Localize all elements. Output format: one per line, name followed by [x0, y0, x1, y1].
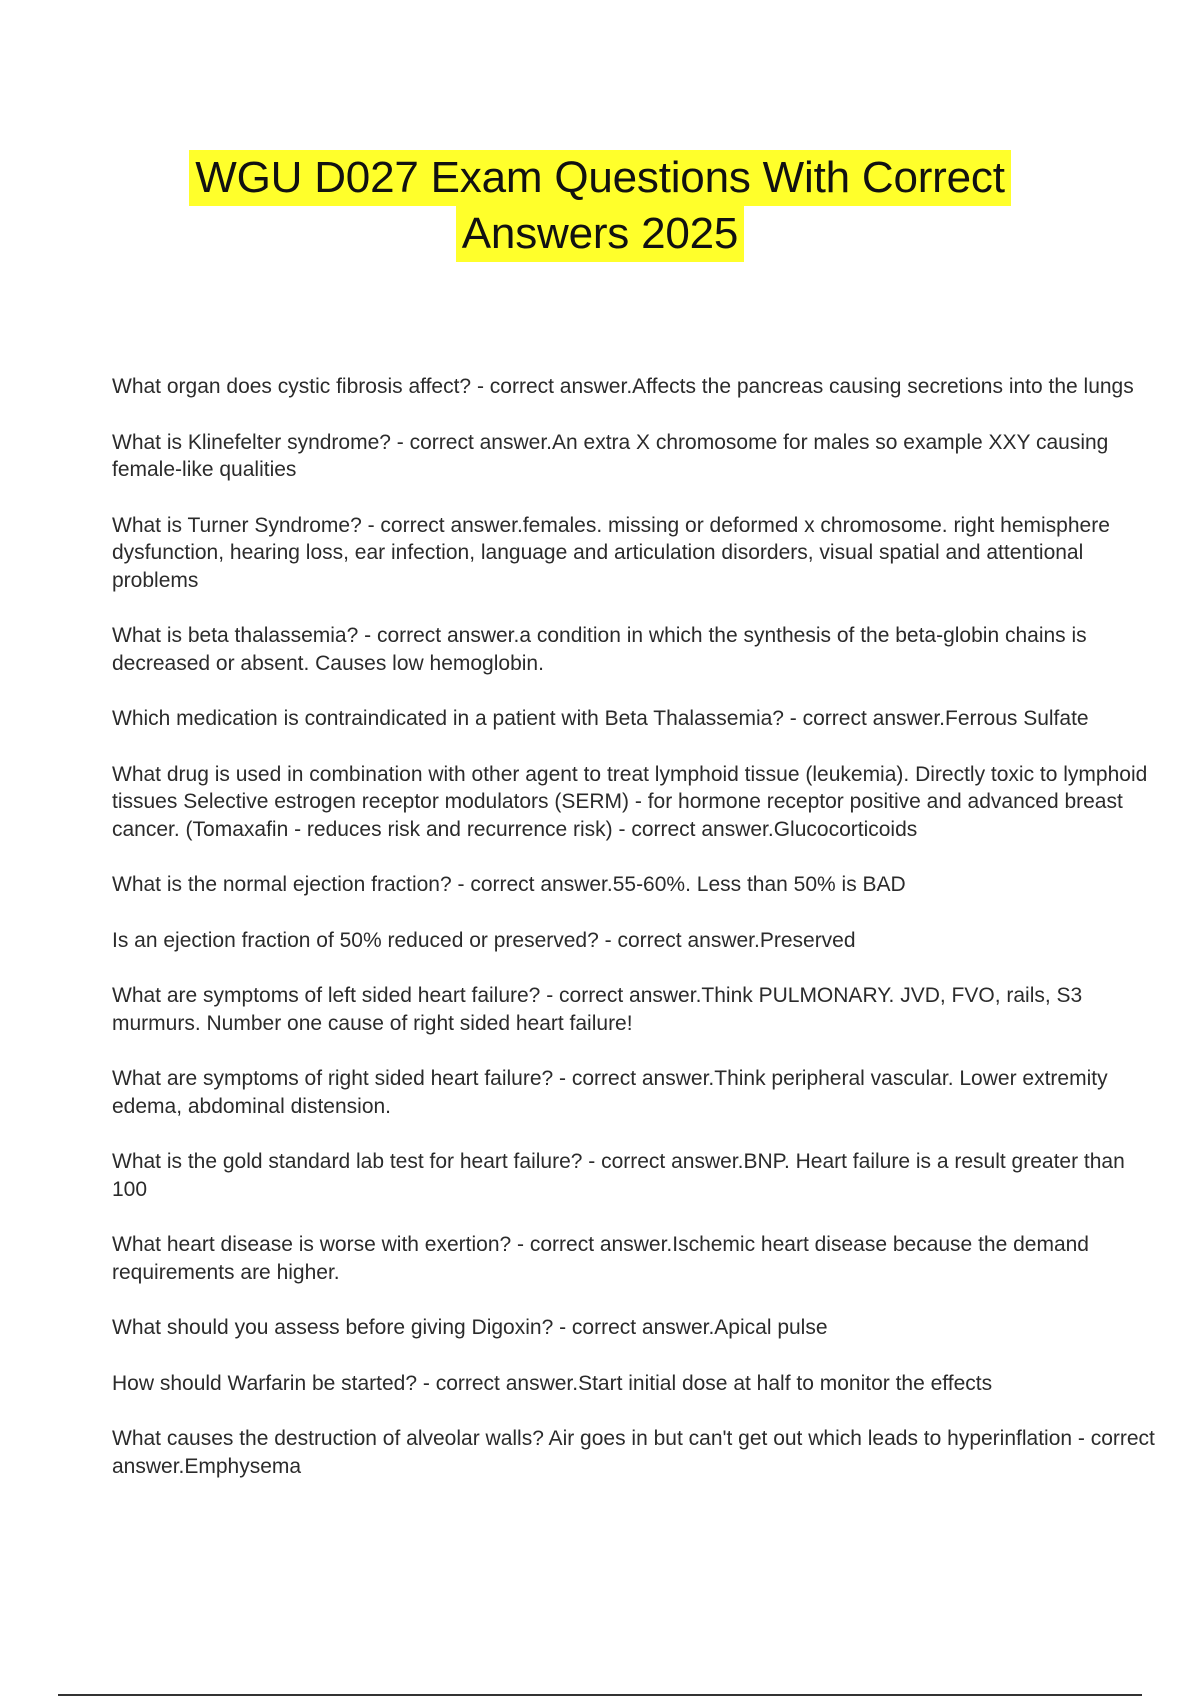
qa-item: What heart disease is worse with exertion? - correct answer.Ischemic heart disease because the demand requirements are higher.	[112, 1233, 1089, 1284]
qa-item: What is the gold standard lab test for heart failure? - correct answer.BNP. Heart failure is a result greater than 100	[112, 1150, 1125, 1201]
qa-item: What causes the destruction of alveolar walls? Air goes in but can't get out which leads to hyperinflation - correct answer.Emphysema	[112, 1427, 1155, 1478]
qa-item: What drug is used in combination with other agent to treat lymphoid tissue (leukemia). Directly toxic to lymphoid tissues Selective estrogen receptor modulators (SERM) - for hormone receptor positive and advanced breast cancer. (Tomaxafin - reduces risk and recurrence risk) - correct answer.Glucocorticoids	[112, 762, 1148, 841]
qa-item: Is an ejection fraction of 50% reduced or preserved? - correct answer.Preserved	[112, 928, 856, 952]
qa-item: Which medication is contraindicated in a patient with Beta Thalassemia? - correct answer.Ferrous Sulfate	[112, 707, 1089, 730]
qa-list	[112, 373, 1162, 1508]
qa-item: What are symptoms of left sided heart failure? - correct answer.Think PULMONARY. JVD, FVO, rails, S3 murmurs. Number one cause of right sided heart failure!	[112, 984, 1083, 1035]
title-line-2: Answers 2025	[456, 206, 744, 262]
qa-item: What should you assess before giving Digoxin? - correct answer.Apical pulse	[112, 1316, 828, 1339]
page-title	[0, 150, 1200, 262]
qa-item: What are symptoms of right sided heart failure? - correct answer.Think peripheral vascular. Lower extremity edema, abdominal distension.	[112, 1067, 1108, 1118]
qa-item: What is Klinefelter syndrome? - correct answer.An extra X chromosome for males so example XXY causing female-like qualities	[112, 430, 1109, 481]
qa-item: What organ does cystic fibrosis affect? - correct answer.Affects the pancreas causing secretions into the lungs	[112, 375, 1134, 398]
qa-item: What is Turner Syndrome? - correct answer.females. missing or deformed x chromosome. right hemisphere dysfunction, hearing loss, ear infection, language and articulation disorders, visual spatial and attentional problems	[112, 513, 1110, 592]
qa-item: What is beta thalassemia? - correct answer.a condition in which the synthesis of the beta-globin chains is decreased or absent. Causes low hemoglobin.	[112, 624, 1087, 675]
qa-item: How should Warfarin be started? - correct answer.Start initial dose at half to monitor the effects	[112, 1371, 993, 1395]
qa-item: What is the normal ejection fraction? - correct answer.55-60%. Less than 50% is BAD	[112, 873, 906, 896]
title-line-1: WGU D027 Exam Questions With Correct	[189, 150, 1010, 206]
footer-divider	[58, 1694, 1142, 1696]
